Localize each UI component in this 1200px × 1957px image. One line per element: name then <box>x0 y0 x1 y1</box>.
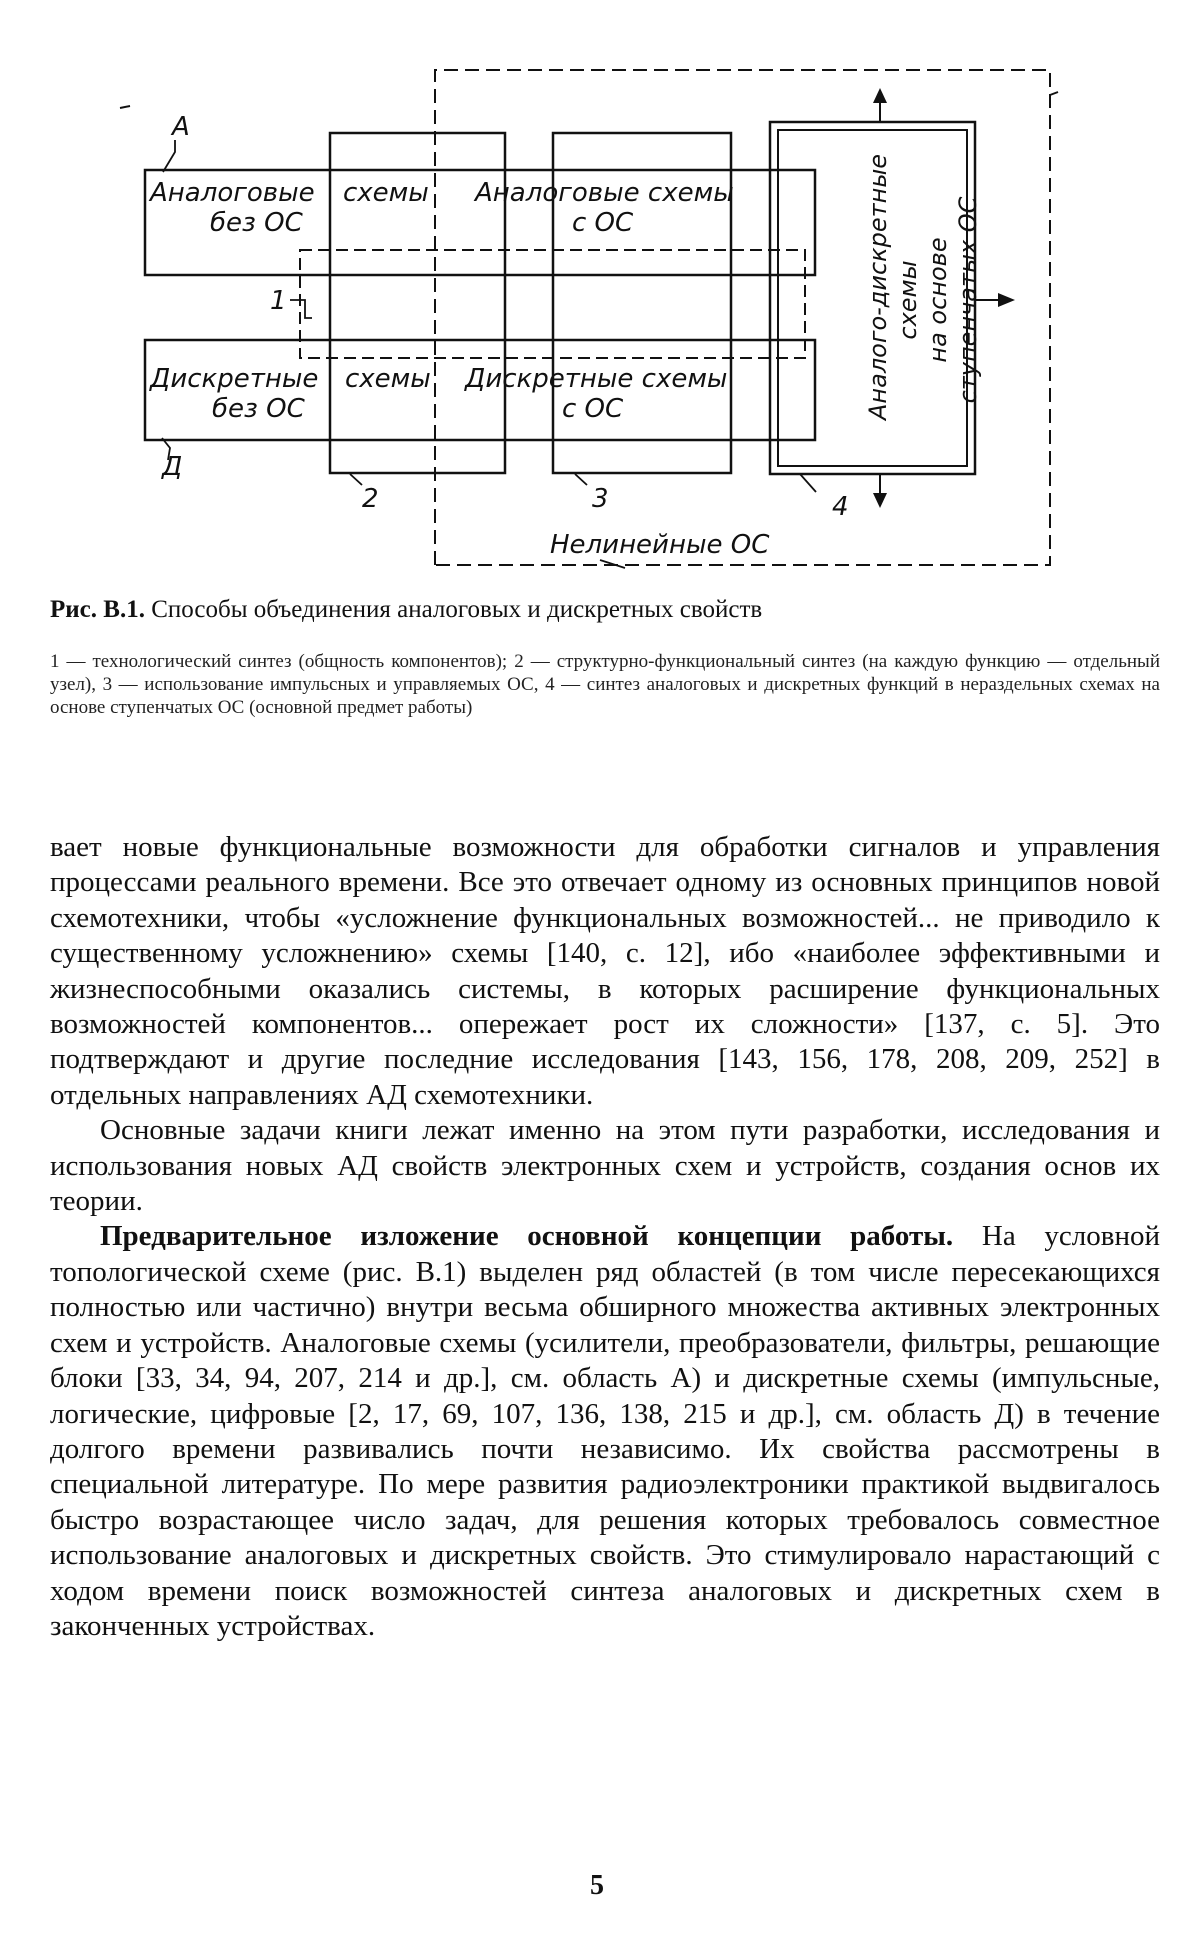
label-region-a: А <box>172 112 190 142</box>
arrow-right-icon <box>998 293 1015 307</box>
leader-3 <box>575 474 587 485</box>
corner-tick-left <box>120 106 130 108</box>
label-discrete-no-fb-1: Дискретные <box>150 364 319 394</box>
label-box4-line1: Аналого-дискретные <box>864 153 892 420</box>
figure-legend: 1 — технологический синтез (общность компонентов); 2 — структурно-функциональный синтез (на каждую функцию — отдельный узел), 3 — использование импульсных и управляемых ОС, 4 — синтез аналоговых и дискретных функций в нераздельных схемах на основе ступенчатых ОС (основной предмет работы) <box>50 651 1160 718</box>
label-analog-fb-2: с ОС <box>572 208 634 238</box>
label-discrete-schemes: схемы <box>345 364 431 394</box>
label-num-2: 2 <box>362 484 379 514</box>
label-box4-line2: схемы <box>894 260 922 340</box>
figure-b1 <box>0 0 1200 600</box>
label-box4-line4: ступенчатых ОС <box>954 196 982 404</box>
leader-4 <box>800 474 816 492</box>
paragraph-3-lead: Предварительное изложение основной концепции работы. <box>100 1220 954 1253</box>
paragraph-3 <box>50 1219 1160 1644</box>
page-number: 5 <box>590 1870 604 1901</box>
leader-a <box>163 140 175 172</box>
paragraph-2: Основные задачи книги лежат именно на этом пути разработки, исследования и использования новых АД свойств электронных схем и устройств, создания основ их теории. <box>50 1114 1160 1218</box>
body-text <box>50 830 1160 1644</box>
label-analog-fb-1: Аналоговые схемы <box>475 178 734 208</box>
caption-title: Способы объединения аналоговых и дискретных свойств <box>151 596 763 623</box>
label-num-3: 3 <box>592 484 609 514</box>
arrow-down-icon <box>873 493 887 508</box>
figure-caption <box>50 596 1160 624</box>
label-discrete-no-fb-2: без ОС <box>212 394 305 424</box>
label-nonlinear-fb: Нелинейные ОС <box>550 530 770 560</box>
leader-2 <box>350 474 362 485</box>
paragraph-1: вает новые функциональные возможности для обработки сигналов и управления процессами реального времени. Все это отвечает одному из основных принципов новой схемотехники, чтобы «усложнение функциональных возможностей... не приводило к существенному усложнению» схемы [140, с. 12], ибо «наиболее эффективными и жизнеспособными оказались системы, в которых расширение функциональных возможностей компонентов... опережает рост их сложности» [137, с. 5]. Это подтверждают и другие последние исследования [143, 156, 178, 208, 209, 252] в отдельных направлениях АД схемотехники. <box>50 831 1160 1111</box>
label-discrete-fb-1: Дискретные схемы <box>465 364 728 394</box>
caption-label: Рис. В.1. <box>50 596 145 623</box>
label-num-1: 1 <box>270 286 287 316</box>
label-analog-schemes: схемы <box>343 178 429 208</box>
label-analog-no-fb-1: Аналоговые <box>150 178 315 208</box>
corner-tick-right <box>1050 92 1058 95</box>
label-analog-no-fb-2: без ОС <box>210 208 303 238</box>
label-discrete-fb-2: с ОС <box>562 394 624 424</box>
label-box4-line3: на основе <box>924 237 952 363</box>
label-region-d: Д <box>162 452 183 482</box>
leader-nonlinear <box>600 560 625 568</box>
paragraph-3-text: На условной топологической схеме (рис. В.1) выделен ряд областей (в том числе пересекающихся полностью или частично) внутри весьма обширного множества активных электронных схем и устройств. Аналоговые схемы (усилители, преобразователи, фильтры, решающие блоки [33, 34, 94, 207, 214 и др.], см. область А) и дискретные схемы (импульсные, логические, цифровые [2, 17, 69, 107, 136, 138, 215 и др.], см. область Д) в течение долгого времени развивались почти независимо. Их свойства рассмотрены в специальной литературе. По мере развития радиоэлектроники практикой выдвигалось быстро возрастающее число задач, для решения которых требовалось совместное использование аналоговых и дискретных свойств. Это стимулировало нарастающий с ходом времени поиск возможностей синтеза аналоговых и дискретных схем в законченных устройствах. <box>50 1220 1160 1642</box>
label-num-4: 4 <box>832 492 849 522</box>
arrow-up-icon <box>873 88 887 103</box>
